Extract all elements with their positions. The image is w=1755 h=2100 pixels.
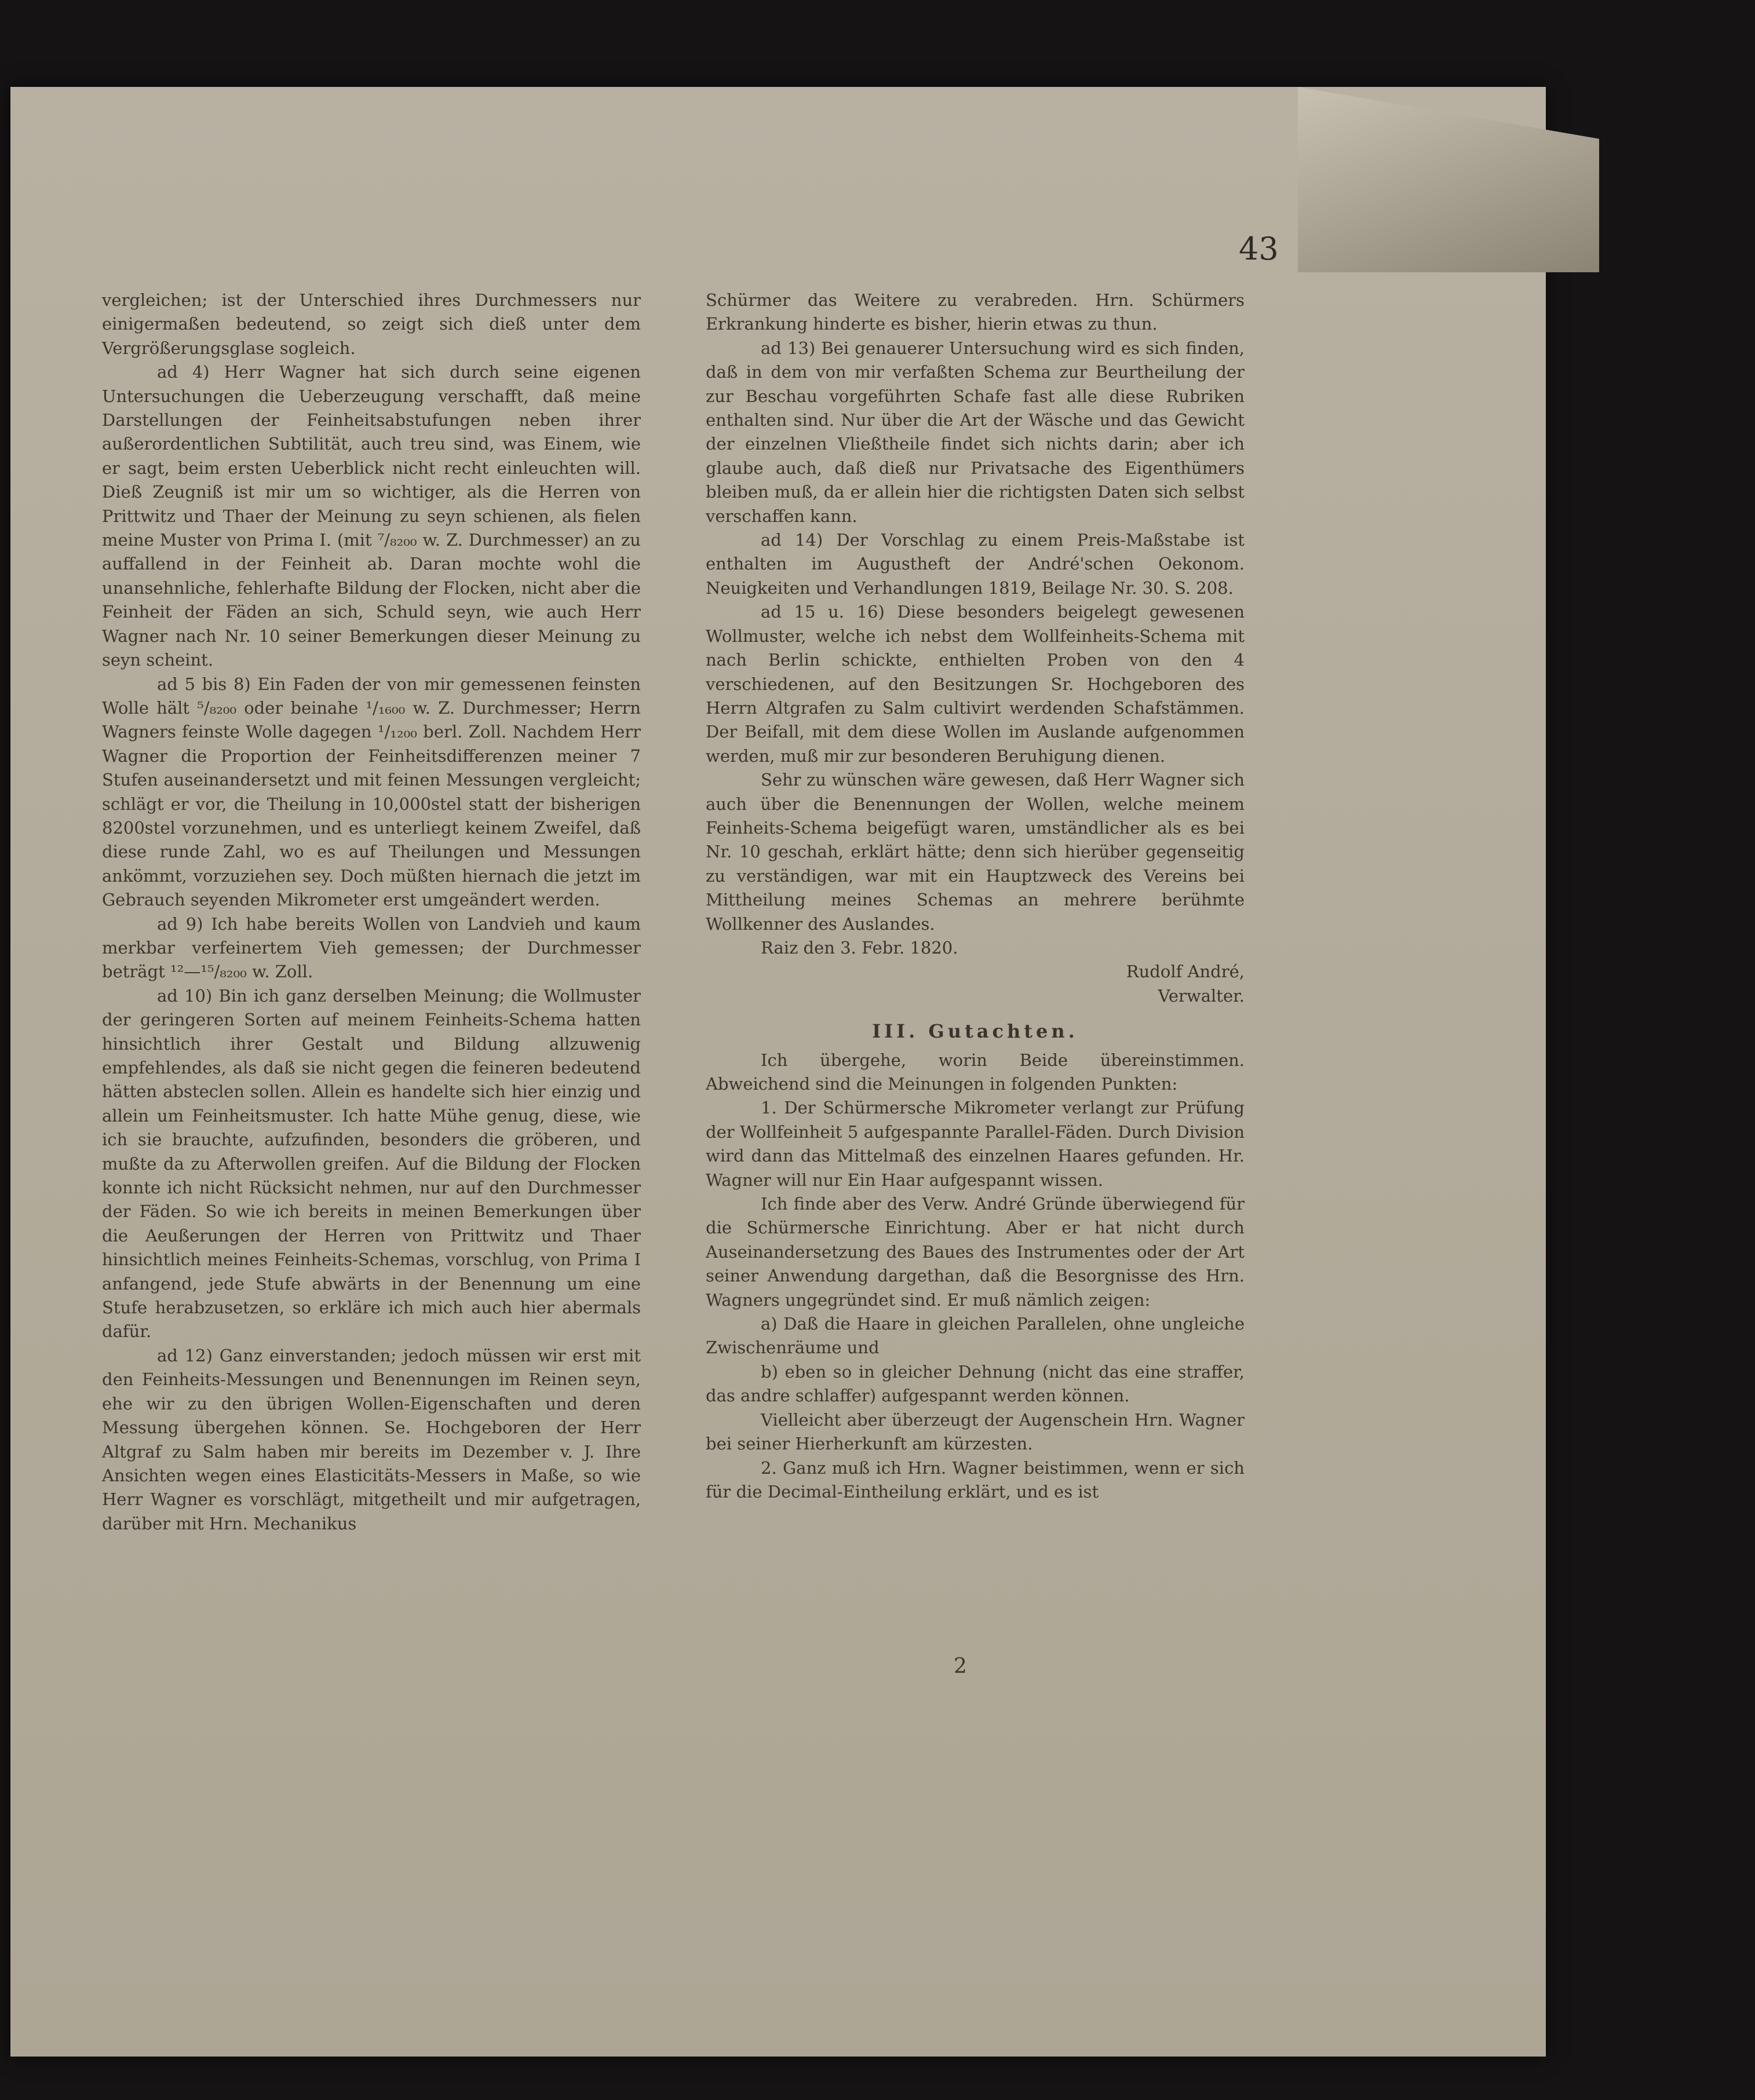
paragraph: ad 9) Ich habe bereits Wollen von Landvieh und kaum merkbar verfeinertem Vieh gemessen; der Durchmesser beträgt ¹²—¹⁵/₈₂₀₀ w. Zoll. [102,914,641,982]
paragraph: a) Daß die Haare in gleichen Parallelen, ohne ungleiche Zwischenräume und [706,1314,1245,1358]
paragraph: Ich finde aber des Verw. André Gründe überwiegend für die Schürmersche Einrichtung. Aber er hat nicht durch Auseinandersetzung des Baues des Instrumentes oder der Art seiner Anwendung dargethan, daß die Besorgnisse des Hrn. Wagners ungegründet sind. Er muß nämlich zeigen: [706,1194,1245,1310]
paragraph: ad 15 u. 16) Diese besonders beigelegt gewesenen Wollmuster, welche ich nebst dem Wollfeinheits-Schema mit nach Berlin schickte, enthielten Proben von den 4 verschiedenen, auf den Besitzungen Sr. Hochgeboren des Herrn Altgrafen zu Salm cultivirt werdenden Schafstämmen. Der Beifall, mit dem diese Wollen im Auslande aufgenommen werden, muß mir zur besonderen Beruhigung dienen. [706,602,1245,766]
author-title: Verwalter. [1158,985,1245,1006]
paragraph: ad 14) Der Vorschlag zu einem Preis-Maßstabe ist enthalten im Augustheft der André'schen Oekonom. Neuigkeiten und Verhandlungen 1819, Beilage Nr. 30. S. 208. [706,530,1245,598]
paragraph: ad 13) Bei genauerer Untersuchung wird es sich finden, daß in dem von mir verfaßten Schema zur Beurtheilung der zur Beschau vorgeführten Schafe fast alle diese Rubriken enthalten sind. Nur über die Art der Wäsche und das Gewicht der einzelnen Vließtheile findet sich nichts darin; aber ich glaube auch, daß dieß nur Privatsache des Eigenthümers bleiben muß, da er allein hier die richtigsten Daten sich selbst verschaffen kann. [706,338,1245,526]
paragraph: Schürmer das Weitere zu verabreden. Hrn. Schürmers Erkrankung hinderte es bisher, hierin etwas zu thun. [706,290,1245,334]
section-heading: III. Gutachten. [872,1020,1078,1043]
paragraph: vergleichen; ist der Unterschied ihres Durchmessers nur einigermaßen bedeutend, so zeigt sich dieß unter dem Vergrößerungsglase sogleich. [102,290,641,358]
place-date: Raiz den 3. Febr. 1820. [761,937,958,958]
paragraph: Sehr zu wünschen wäre gewesen, daß Herr Wagner sich auch über die Benennungen der Wollen, welche meinem Feinheits-Schema beigefügt waren, umständlicher als es bei Nr. 10 geschah, erklärt hätte; denn sich hierüber gegenseitig zu verständigen, war mit ein Hauptzweck des Vereins bei Mittheilung meines Schemas an mehrere berühmte Wollkenner des Auslandes. [706,770,1245,934]
author-name: Rudolf André, [1126,962,1245,982]
paragraph: ad 5 bis 8) Ein Faden der von mir gemessenen feinsten Wolle hält ⁵/₈₂₀₀ oder beinahe ¹/₁₆₀₀ w. Z. Durchmesser; Herrn Wagners feinste Wolle dagegen ¹/₁₂₀₀ berl. Zoll. Nachdem Herr Wagner die Proportion der Feinheitsdifferenzen meiner 7 Stufen auseinandersetzt und mit feinen Messungen vergleicht; schlägt er vor, die Theilung in 10,000stel statt der bisherigen 8200stel vorzunehmen, und es unterliegt keinem Zweifel, daß diese runde Zahl, wo es auf Theilungen und Messungen ankömmt, vorzuziehen sey. Doch müßten hiernach die jetzt im Gebrauch seyenden Mikrometer erst umgeändert werden. [102,674,641,910]
paragraph: ad 4) Herr Wagner hat sich durch seine eigenen Untersuchungen die Ueberzeugung verschafft, daß meine Darstellungen der Feinheitsabstufungen neben ihrer außerordentlichen Subtilität, auch treu sind, was Einem, wie er sagt, beim ersten Ueberblick nicht recht einleuchten will. Dieß Zeugniß ist mir um so wichtiger, als die Herren von Prittwitz und Thaer der Meinung zu seyn schienen, als fielen meine Muster von Prima I. (mit ⁷/₈₂₀₀ w. Z. Durchmesser) an zu auffallend in der Feinheit ab. Daran mochte wohl die unansehnliche, fehlerhafte Bildung der Flocken, nicht aber die Feinheit der Fäden an sich, Schuld seyn, wie auch Herr Wagner nach Nr. 10 seiner Bemerkungen dieser Meinung zu seyn scheint. [102,362,641,670]
paragraph: 1. Der Schürmersche Mikrometer verlangt zur Prüfung der Wollfeinheit 5 aufgespannte Parallel-Fäden. Durch Division wird dann das Mittelmaß des einzelnen Haares gefunden. Hr. Wagner will nur Ein Haar aufgespannt wissen. [706,1098,1245,1190]
paragraph: b) eben so in gleicher Dehnung (nicht das eine straffer, das andre schlaffer) aufgespannt werden können. [706,1361,1245,1406]
paragraph: Vielleicht aber überzeugt der Augenschein Hrn. Wagner bei seiner Hierherkunft am kürzesten. [706,1409,1245,1454]
folded-page-corner [1298,87,1599,272]
paragraph: 2. Ganz muß ich Hrn. Wagner beistimmen, wenn er sich für die Decimal-Eintheilung erklärt, und es ist [706,1458,1245,1502]
signature-block [706,936,1245,1008]
printer-signature-mark: 2 [954,1655,967,1678]
left-text-column [102,288,641,1536]
page-number: 43 [1239,231,1279,267]
paragraph: ad 12) Ganz einverstanden; jedoch müssen wir erst mit den Feinheits-Messungen und Benennungen im Reinen seyn, ehe wir zu den übrigen Wollen-Eigenschaften und deren Messung übergehen können. Se. Hochgeboren der Herr Altgraf zu Salm haben mir bereits im Dezember v. J. Ihre Ansichten wegen eines Elasticitäts-Messers in Maße, so wie Herr Wagner es vorschlägt, mitgetheilt und mir aufgetragen, darüber mit Hrn. Mechanikus [102,1345,641,1533]
paragraph: Ich übergehe, worin Beide übereinstimmen. Abweichend sind die Meinungen in folgenden Punkten: [706,1050,1245,1094]
paragraph: ad 10) Bin ich ganz derselben Meinung; die Wollmuster der geringeren Sorten auf meinem Feinheits-Schema hatten hinsichtlich ihrer Gestalt und Bildung allzuwenig empfehlendes, als daß sie nicht gegen die feineren bedeutend hätten absteclen sollen. Allein es handelte sich hier einzig und allein um Feinheitsmuster. Ich hatte Mühe genug, diese, wie ich sie brauchte, aufzufinden, besonders die gröberen, und mußte da zu Afterwollen greifen. Auf die Bildung der Flocken konnte ich nicht Rücksicht nehmen, nur auf den Durchmesser der Fäden. So wie ich bereits in meinen Bemerkungen über die Aeußerungen der Herren von Prittwitz und Thaer hinsichtlich meines Feinheits-Schemas, vorschlug, von Prima I anfangend, jede Stufe abwärts in der Benennung um eine Stufe herabzusetzen, so erkläre ich mich auch hier abermals dafür. [102,985,641,1342]
right-text-column [706,288,1245,1504]
